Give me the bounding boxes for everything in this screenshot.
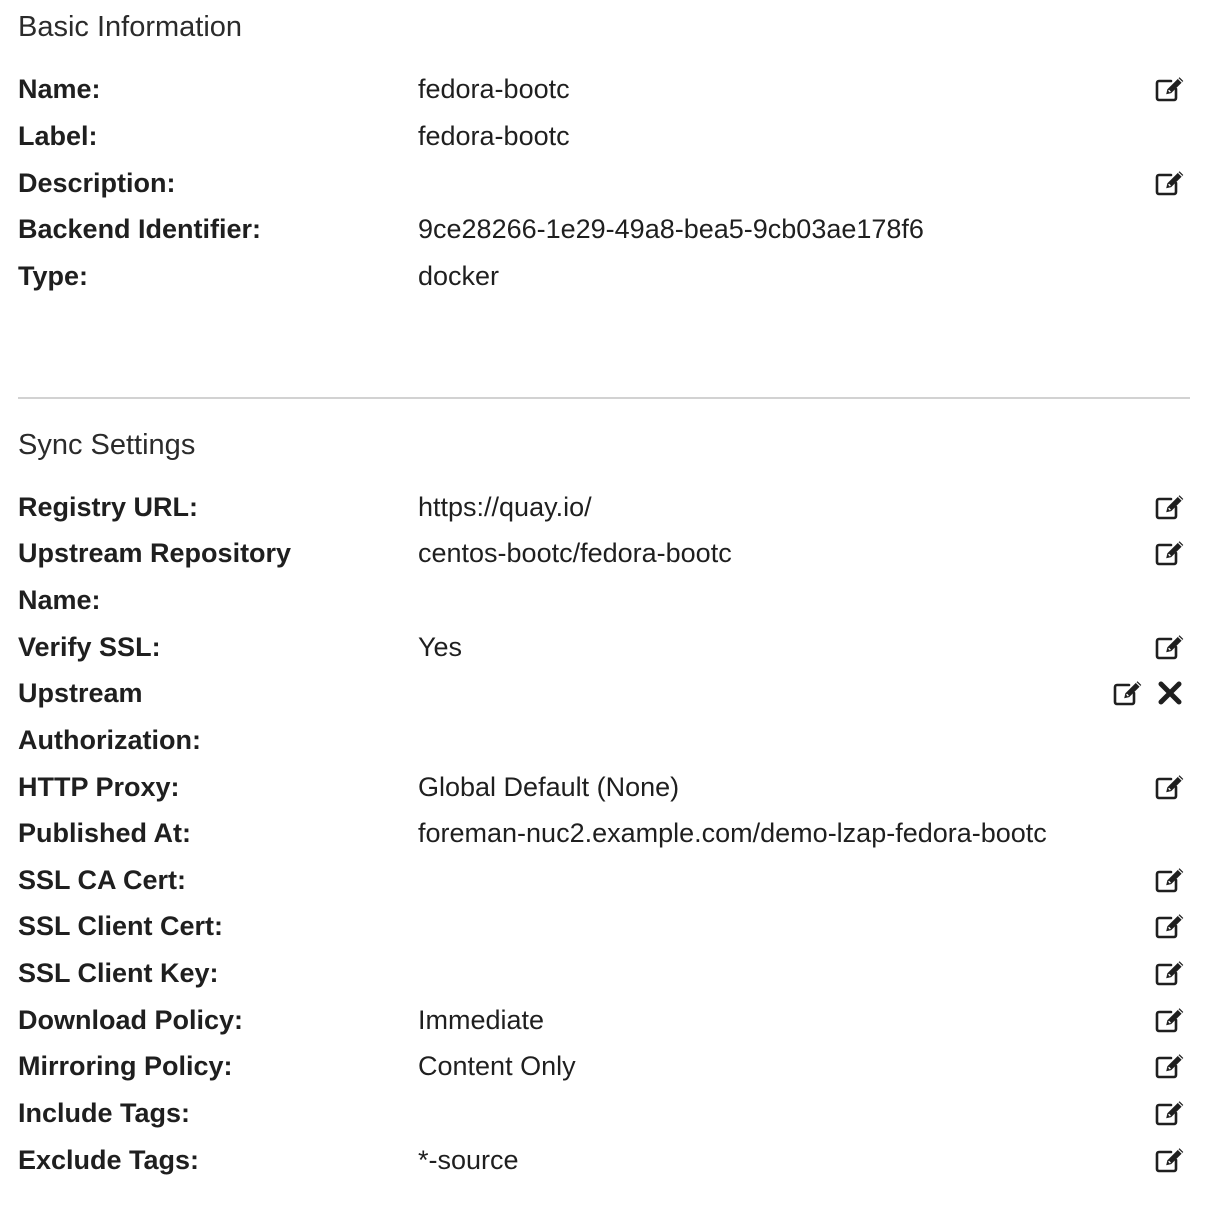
field-label: Name: xyxy=(18,74,101,104)
field-value: 9ce28266-1e29-49a8-bea5-9cb03ae178f6 xyxy=(418,214,924,244)
field-row-description xyxy=(18,160,1190,207)
edit-icon[interactable] xyxy=(1154,1005,1186,1035)
field-row-download-policy xyxy=(18,997,1190,1044)
field-row-ssl-client-key xyxy=(18,950,1190,997)
edit-icon[interactable] xyxy=(1154,772,1186,802)
field-row-backend-identifier xyxy=(18,206,1190,253)
field-value: docker xyxy=(418,261,500,291)
edit-icon[interactable] xyxy=(1154,1098,1186,1128)
field-row-name xyxy=(18,66,1190,113)
field-row-upstream-authorization xyxy=(18,670,1190,764)
field-label: Description: xyxy=(18,168,176,198)
field-value: foreman-nuc2.example.com/demo-lzap-fedora-bootc xyxy=(418,818,1047,848)
field-label: HTTP Proxy: xyxy=(18,772,180,802)
edit-icon[interactable] xyxy=(1154,1145,1186,1175)
field-row-type xyxy=(18,253,1190,300)
field-value: *-source xyxy=(418,1145,519,1175)
field-label: Mirroring Policy: xyxy=(18,1051,233,1081)
field-value: fedora-bootc xyxy=(418,74,570,104)
field-row-ssl-client-cert xyxy=(18,903,1190,950)
edit-icon[interactable] xyxy=(1154,168,1186,198)
field-row-include-tags xyxy=(18,1090,1190,1137)
field-value: fedora-bootc xyxy=(418,121,570,151)
edit-icon[interactable] xyxy=(1154,1051,1186,1081)
field-value: https://quay.io/ xyxy=(418,492,592,522)
section-divider xyxy=(18,397,1190,399)
field-row-verify-ssl xyxy=(18,624,1190,671)
edit-icon[interactable] xyxy=(1154,958,1186,988)
field-label: SSL Client Key: xyxy=(18,958,219,988)
field-label: Verify SSL: xyxy=(18,632,161,662)
field-label: Upstream Repository Name: xyxy=(18,538,292,615)
field-label: Backend Identifier: xyxy=(18,214,262,244)
field-label: SSL Client Cert: xyxy=(18,911,224,941)
field-label: Include Tags: xyxy=(18,1098,191,1128)
field-label: Label: xyxy=(18,121,98,151)
field-label: Type: xyxy=(18,261,89,291)
field-row-exclude-tags xyxy=(18,1137,1190,1184)
field-row-label xyxy=(18,113,1190,160)
field-label: Upstream Authorization: xyxy=(18,678,201,755)
field-label: SSL CA Cert: xyxy=(18,865,187,895)
edit-icon[interactable] xyxy=(1154,632,1186,662)
field-value: Immediate xyxy=(418,1005,545,1035)
edit-icon[interactable] xyxy=(1112,678,1144,708)
edit-icon[interactable] xyxy=(1154,492,1186,522)
close-icon[interactable] xyxy=(1154,678,1186,708)
field-label: Exclude Tags: xyxy=(18,1145,200,1175)
field-row-ssl-ca-cert xyxy=(18,857,1190,904)
edit-icon[interactable] xyxy=(1154,865,1186,895)
field-row-published-at xyxy=(18,810,1190,857)
field-label: Published At: xyxy=(18,818,191,848)
field-row-registry-url xyxy=(18,484,1190,531)
field-label: Download Policy: xyxy=(18,1005,244,1035)
field-row-http-proxy xyxy=(18,764,1190,811)
sync-settings-heading: Sync Settings xyxy=(18,429,196,461)
edit-icon[interactable] xyxy=(1154,74,1186,104)
edit-icon[interactable] xyxy=(1154,911,1186,941)
field-value: Yes xyxy=(418,632,463,662)
field-row-upstream-repository-name xyxy=(18,530,1190,624)
field-value: centos-bootc/fedora-bootc xyxy=(418,538,732,568)
field-label: Registry URL: xyxy=(18,492,199,522)
basic-information-heading: Basic Information xyxy=(18,11,243,43)
field-value: Global Default (None) xyxy=(418,772,680,802)
field-row-mirroring-policy xyxy=(18,1043,1190,1090)
edit-icon[interactable] xyxy=(1154,538,1186,568)
field-value: Content Only xyxy=(418,1051,576,1081)
